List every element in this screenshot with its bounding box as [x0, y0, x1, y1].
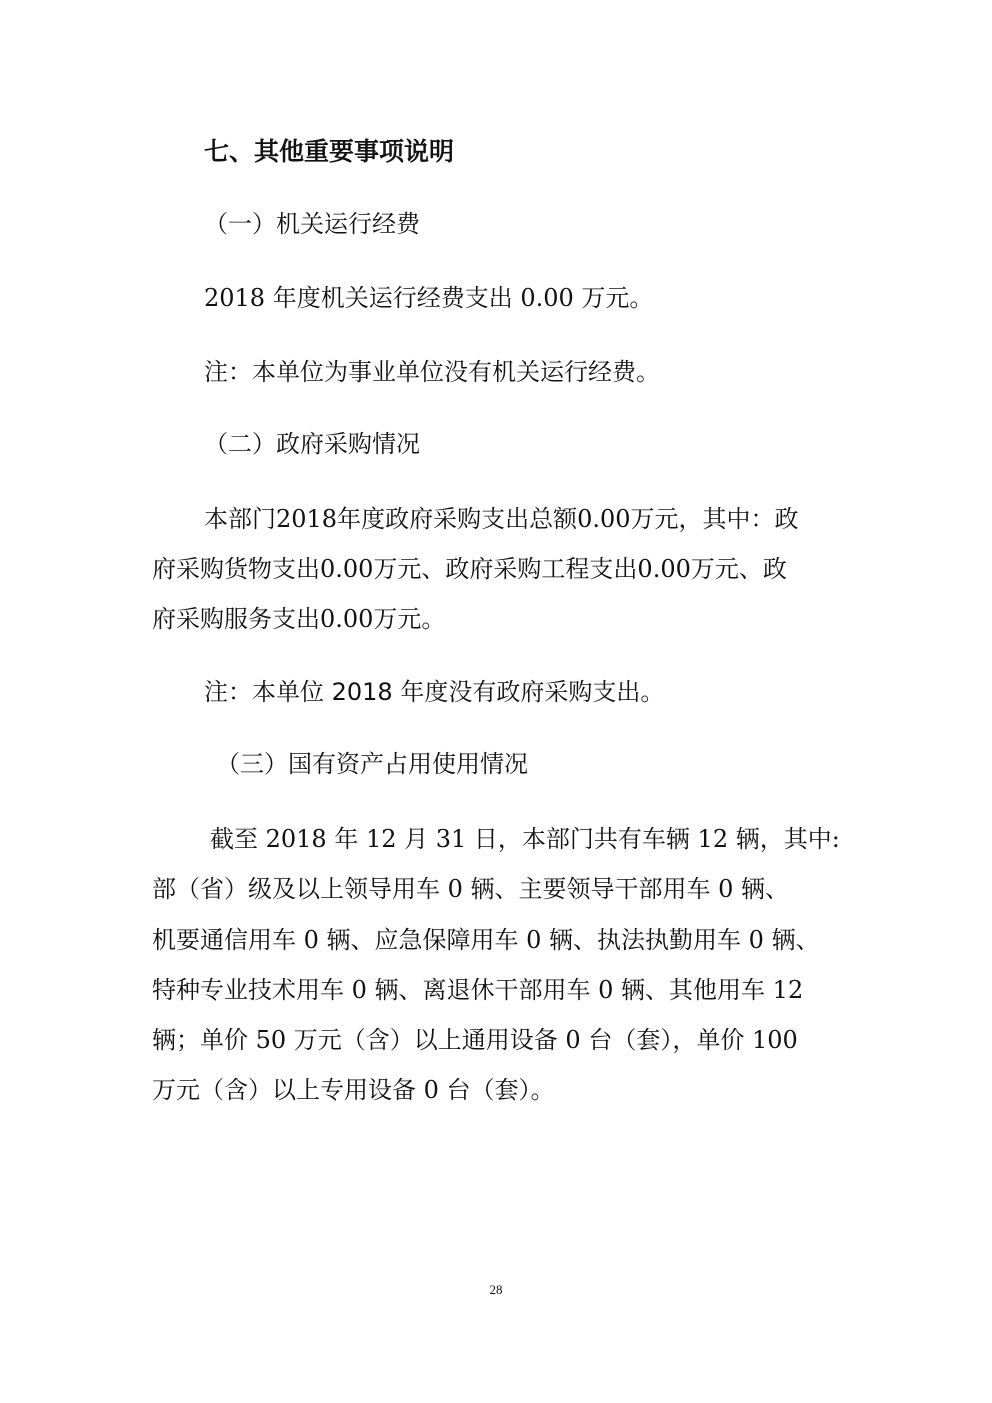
sub2-line-2: 府采购货物支出0.00万元、政府采购工程支出0.00万元、政 — [152, 555, 787, 583]
sub2-note: 注：本单位 2018 年度没有政府采购支出。 — [204, 678, 665, 706]
section-title: 七、其他重要事项说明 — [204, 137, 455, 166]
sub3-line-3: 机要通信用车 0 辆、应急保障用车 0 辆、执法执勤用车 0 辆、 — [152, 926, 820, 954]
sub1-line: 2018 年度机关运行经费支出 0.00 万元。 — [204, 284, 654, 312]
sub2-line-1: 本部门2018年度政府采购支出总额0.00万元，其中：政 — [204, 505, 799, 533]
sub3-line-5: 辆；单价 50 万元（含）以上通用设备 0 台（套），单价 100 — [152, 1026, 798, 1054]
sub3-heading: （三）国有资产占用使用情况 — [216, 750, 528, 778]
sub3-line-6: 万元（含）以上专用设备 0 台（套）。 — [152, 1076, 555, 1104]
sub3-line-4: 特种专业技术用车 0 辆、离退休干部用车 0 辆、其他用车 12 — [152, 976, 804, 1004]
sub2-heading: （二）政府采购情况 — [204, 430, 420, 458]
sub1-note: 注：本单位为事业单位没有机关运行经费。 — [204, 358, 660, 386]
page-number: 28 — [489, 1282, 503, 1297]
sub2-line-3: 府采购服务支出0.00万元。 — [152, 605, 446, 633]
sub1-heading: （一）机关运行经费 — [204, 210, 420, 238]
sub3-line-1: 截至 2018 年 12 月 31 日，本部门共有车辆 12 辆，其中: — [210, 825, 840, 853]
sub3-line-2: 部（省）级及以上领导用车 0 辆、主要领导干部用车 0 辆、 — [152, 875, 790, 903]
